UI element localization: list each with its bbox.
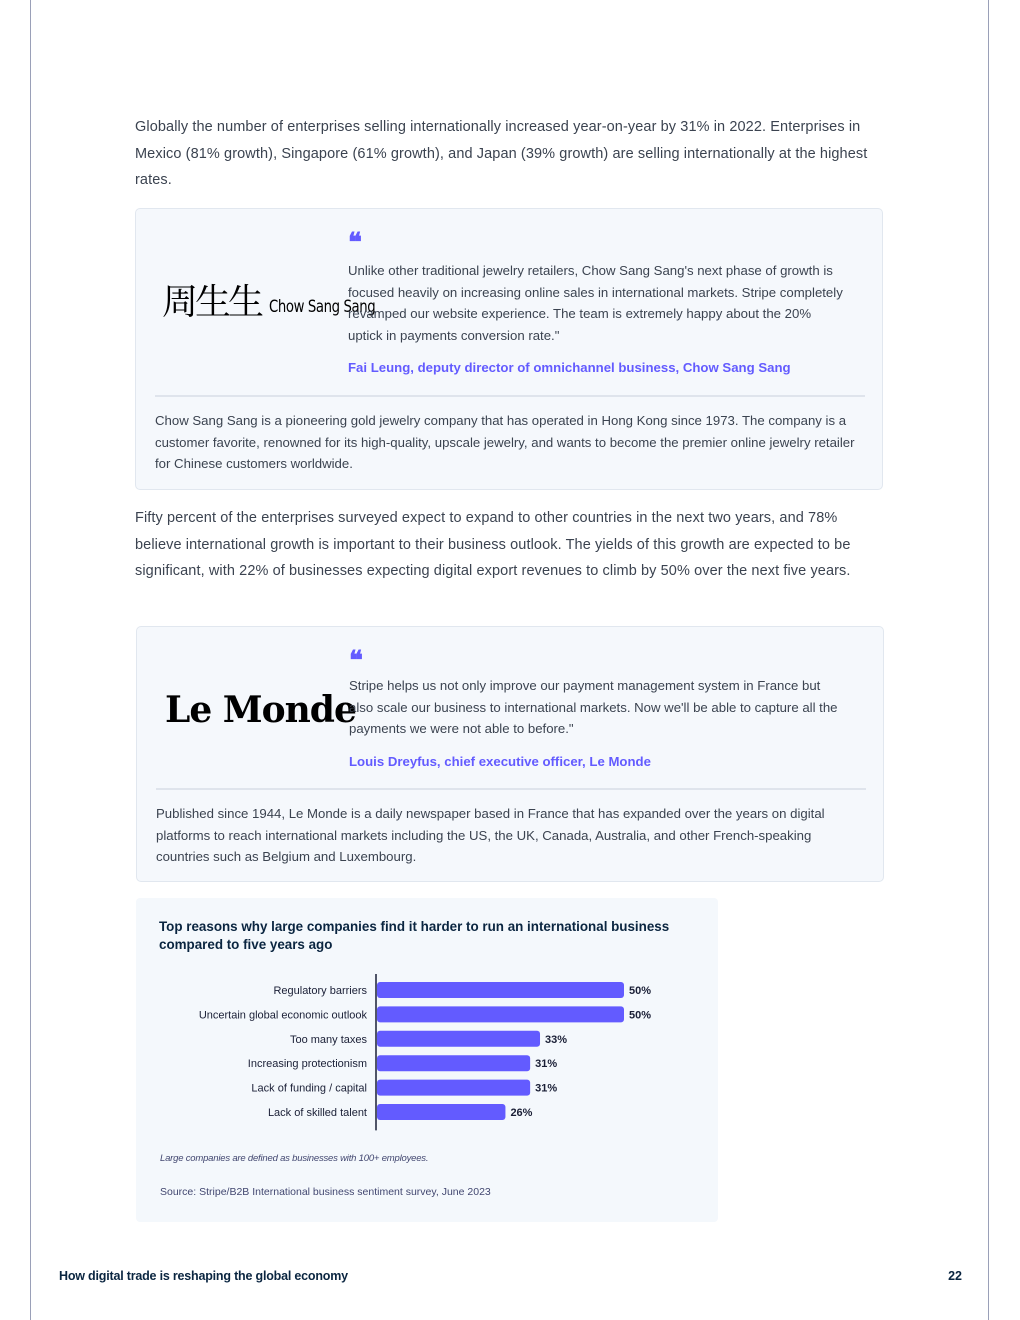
chart-source: Source: Stripe/B2B International business sentiment survey, June 2023 (160, 1186, 491, 1198)
quote-text: Unlike other traditional jewelry retailers, Chow Sang Sang's next phase of growth is focused heavily on increasing online sales in international markets. Stripe completely revamped our website experience. The team is extremely happy about the 20% uptick in payments conversion rate." (348, 263, 843, 343)
company-description: Published since 1944, Le Monde is a daily newspaper based in France that has expanded over the years on digital platforms to reach international markets including the US, the UK, Canada, Australia, and other French-speaking countries such as Belgium and Luxembourg. (156, 806, 825, 865)
le-monde-logo (165, 687, 356, 733)
bar (377, 1080, 530, 1096)
quote-author: Fai Leung, deputy director of omnichannel business, Chow Sang Sang (348, 360, 791, 375)
logo-text: Le Monde (165, 689, 356, 731)
value-label: 31% (535, 1058, 558, 1071)
chart-title: Top reasons why large companies find it harder to run an international business compared to five years ago (159, 919, 670, 952)
page-number: 22 (948, 1269, 962, 1283)
bar (377, 1031, 540, 1047)
category-label: Too many taxes (289, 1033, 367, 1046)
logo-chinese-text: 周生生 (162, 281, 262, 323)
bar (377, 1006, 624, 1022)
category-label: Uncertain global economic outlook (198, 1009, 367, 1022)
footer-title: How digital trade is reshaping the global economy (59, 1269, 348, 1283)
chart-note: Large companies are defined as businesses with 100+ employees. (160, 1153, 429, 1164)
company-description: Chow Sang Sang is a pioneering gold jewelry company that has operated in Hong Kong since 1973. The company is a customer favorite, renowned for its high-quality, upscale jewelry, and wants to become the premier online jewelry retailer for Chinese customers worldwide. (155, 413, 855, 472)
value-label: 31% (535, 1082, 558, 1095)
bar (377, 1055, 530, 1071)
card-divider (156, 788, 866, 790)
bar (377, 1104, 505, 1120)
logo-latin-text: Chow Sang Sang (269, 297, 376, 317)
bar-chart (136, 970, 718, 1150)
quote-card-le-monde (136, 626, 884, 882)
quote-text: Stripe helps us not only improve our payment management system in France but also scale our business to international markets. Now we'll be able to capture all the payments we were not able to before." (349, 678, 838, 737)
category-label: Lack of funding / capital (251, 1082, 367, 1095)
bar (377, 982, 624, 998)
category-label: Regulatory barriers (273, 985, 367, 997)
growth-paragraph: Fifty percent of the enterprises surveyed expect to expand to other countries in the next two years, and 78% believe international growth is important to their business outlook. The yields of this growth are expected to be significant, with 22% of businesses expecting digital export revenues to climb by 50% over the next five years. (135, 510, 851, 580)
value-label: 50% (629, 985, 652, 997)
value-label: 50% (629, 1009, 652, 1022)
category-label: Increasing protectionism (247, 1058, 367, 1071)
quote-mark-icon: ❝ (348, 228, 362, 258)
chart-card (136, 898, 718, 1222)
card-divider (155, 395, 865, 397)
value-label: 33% (545, 1033, 568, 1046)
category-label: Lack of skilled talent (267, 1107, 367, 1119)
intro-paragraph: Globally the number of enterprises selling internationally increased year-on-year by 31% in 2022. Enterprises in Mexico (81% growth), Singapore (61% growth), and Japan (39% growth) are selling internationally at the highest rates. (135, 119, 868, 189)
quote-author: Louis Dreyfus, chief executive officer, Le Monde (349, 754, 651, 769)
quote-mark-icon: ❝ (349, 646, 363, 676)
value-label: 26% (510, 1107, 533, 1119)
quote-card-chow-sang-sang (135, 208, 883, 490)
